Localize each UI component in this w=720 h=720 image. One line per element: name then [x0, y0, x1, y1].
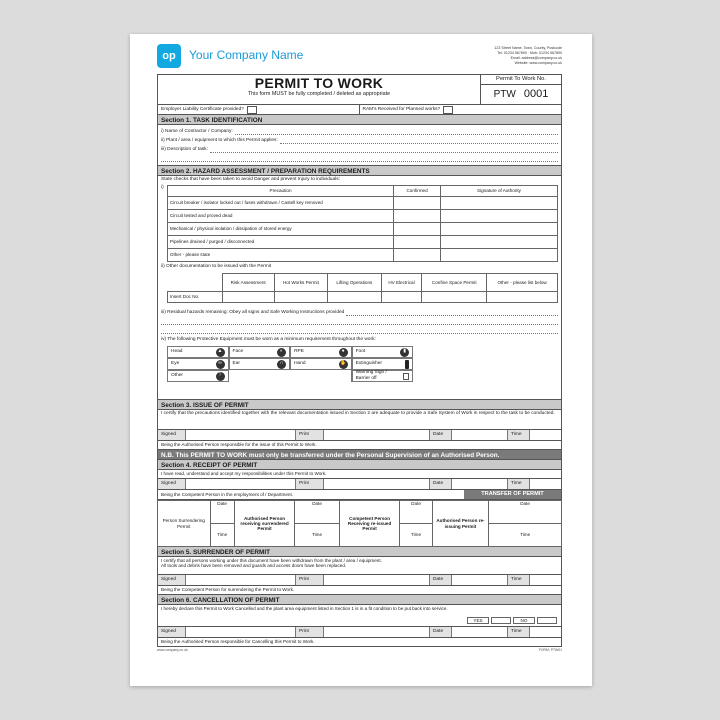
date-label: Date: [430, 627, 452, 637]
ppe-label: Face: [232, 349, 244, 355]
ppe-label: Foot: [355, 349, 366, 355]
section-5-text: [157, 557, 562, 575]
ppe-label: Hand: [294, 361, 306, 367]
doc-row-label: Insert Doc No.: [168, 292, 223, 303]
rams-check-label: RAM's Received for Planned works?: [362, 106, 441, 112]
extinguisher-icon: [405, 360, 409, 369]
ppe-other[interactable]: [167, 370, 229, 382]
surrender-text-2: All tools and debris have been removed and guards and access doors have been replaced.: [161, 563, 347, 569]
precaution-table: [167, 185, 558, 262]
signature-cell[interactable]: [440, 249, 557, 262]
section-2-body: [157, 176, 562, 400]
section-2-head: Section 2. HAZARD ASSESSMENT / PREPARATION REQUIREMENTS: [157, 166, 562, 176]
print-label: Print: [296, 575, 324, 585]
signature-cell[interactable]: [440, 197, 557, 210]
section-5-head: Section 5. SURRENDER OF PERMIT: [157, 547, 562, 557]
transfer-role: Authorised Person receiving surrendered Permit: [234, 501, 295, 547]
ppe-face[interactable]: [229, 346, 291, 358]
print-field[interactable]: [324, 627, 430, 637]
permit-number-box: [481, 75, 561, 104]
employer-check-label: Employer Liability Certificate provided?: [161, 106, 244, 112]
ppe-grid: [167, 346, 413, 382]
permit-prefix: PTW: [493, 88, 516, 100]
page-subtitle: This form MUST be fully completed / deleted as appropriate: [247, 91, 391, 97]
print-field[interactable]: [324, 575, 430, 585]
address-line: Tel: 01234 567890 · Mob: 01234 567890: [497, 50, 562, 55]
transfer-date-label: Date: [295, 501, 339, 524]
issue-certification: I certify that the precautions identified together with the relevant documentation issued in Section 2 are adequate to provide a Safe System of Work in respect to the task to be conducted.: [161, 411, 555, 416]
pre-checks-row: [157, 104, 562, 115]
confirmed-header: Confirmed: [394, 186, 441, 197]
rams-checkbox[interactable]: [443, 106, 453, 114]
signed-field[interactable]: [186, 479, 296, 489]
ppe-rpe[interactable]: [290, 346, 352, 358]
precaution-row: Circuit tested and proved dead: [167, 210, 393, 223]
date-label: Date: [430, 479, 452, 489]
precaution-row: Circuit breaker / isolator locked out / fuses withdrawn / Castell key removed: [167, 197, 393, 210]
precaution-row: Mechanical / physical isolation / dissipation of stored energy: [167, 223, 393, 236]
ppe-label: RPE: [294, 349, 304, 355]
permit-number-value: [481, 85, 561, 104]
signed-field[interactable]: [186, 430, 296, 440]
no-box[interactable]: [537, 617, 557, 624]
description-line[interactable]: [161, 144, 558, 153]
signature-cell[interactable]: [440, 210, 557, 223]
time-field[interactable]: [530, 430, 561, 440]
date-label: Date: [430, 430, 452, 440]
doc-header: HV Electrical: [381, 274, 422, 292]
confirmed-cell[interactable]: [394, 236, 441, 249]
helmet-icon: ▲: [216, 348, 225, 357]
time-field[interactable]: [530, 479, 561, 489]
boot-icon: ▮: [400, 348, 409, 357]
doc-number-cell[interactable]: [487, 292, 558, 303]
transfer-of-permit-head: TRANSFER OF PERMIT: [464, 490, 561, 499]
form-footer: [157, 649, 562, 653]
ppe-eye[interactable]: [167, 358, 229, 370]
no-label: NO: [513, 617, 535, 624]
confirmed-cell[interactable]: [394, 223, 441, 236]
ppe-hand[interactable]: [290, 358, 352, 370]
section-3-head: Section 3. ISSUE OF PERMIT: [157, 400, 562, 410]
transfer-role: Person Surrendering Permit: [158, 501, 211, 547]
section-4-head: Section 4. RECEIPT OF PERMIT: [157, 460, 562, 470]
description-label: iii) Description of task:: [161, 147, 208, 153]
address-line: 123 Street Name, Town, County, Postcode: [494, 46, 562, 50]
signed-label: Signed: [158, 479, 186, 489]
page-title: PERMIT TO WORK: [254, 75, 384, 91]
footer-website: www.company.co.uk: [157, 648, 188, 652]
residual-line-2[interactable]: [161, 316, 558, 325]
doc-header: Risk Assessment: [222, 274, 274, 292]
ppe-warning[interactable]: [352, 370, 414, 382]
time-label: Time: [508, 430, 530, 440]
section-1-body: [157, 125, 562, 166]
confirmed-cell[interactable]: [394, 197, 441, 210]
print-label: Print: [296, 627, 324, 637]
signature-header: Signature of Authority: [440, 186, 557, 197]
residual-label: iii) Residual hazards remaining: Obey all signs and Safe Working Instructions provided: [161, 310, 345, 316]
warning-checkbox[interactable]: [403, 373, 409, 380]
plant-label: ii) Plant / area / equipment to which this Permit applies:: [161, 138, 278, 144]
ppe-foot[interactable]: [352, 346, 414, 358]
ppe-label: Head: [171, 349, 183, 355]
precaution-row: Pipelines drained / purged / disconnected: [167, 236, 393, 249]
permit-form-page: [130, 34, 592, 686]
transfer-date-label: Date: [210, 501, 234, 524]
ppe-label: Eye: [171, 361, 180, 367]
ppe-ear[interactable]: [229, 358, 291, 370]
residual-line-3[interactable]: [161, 325, 558, 334]
ppe-label: Ear: [232, 361, 240, 367]
company-address: [494, 44, 562, 65]
precaution-row: Other - please state: [167, 249, 393, 262]
ppe-label: Extinguisher: [355, 361, 382, 367]
ppe-head[interactable]: [167, 346, 229, 358]
doc-header: Lifting Operations: [328, 274, 381, 292]
employer-checkbox[interactable]: [247, 106, 257, 114]
doc-number-cell[interactable]: [274, 292, 327, 303]
signature-cell[interactable]: [440, 223, 557, 236]
receipt-note: Being the Competent Person in the employment of / Department.: [161, 491, 294, 497]
title-block: [157, 74, 562, 104]
transfer-table: [157, 500, 562, 547]
doc-number-cell[interactable]: [222, 292, 274, 303]
respirator-icon: ●: [339, 348, 348, 357]
brand: [157, 44, 303, 68]
time-label: Time: [508, 575, 530, 585]
surrender-note: Being the Competent Person for surrendering the Permit to Work.: [157, 586, 562, 595]
plant-line[interactable]: [161, 135, 558, 144]
time-label: Time: [508, 479, 530, 489]
date-field[interactable]: [452, 575, 508, 585]
signed-field[interactable]: [186, 627, 296, 637]
company-name: Your Company Name: [189, 48, 304, 63]
contractor-line[interactable]: [161, 126, 558, 135]
title-main: [158, 75, 481, 104]
doc-header: Other - please list below: [487, 274, 558, 292]
doc-number-cell[interactable]: [328, 292, 381, 303]
surrender-sign-row: [157, 575, 562, 586]
confirmed-cell[interactable]: [394, 210, 441, 223]
section-6-text: [157, 605, 562, 627]
roman-i: i): [161, 185, 164, 190]
yes-box[interactable]: [491, 617, 511, 624]
rams-check: [360, 105, 562, 114]
date-field[interactable]: [452, 430, 508, 440]
doc-number-cell[interactable]: [381, 292, 422, 303]
address-line: Website: www.company.co.uk: [514, 60, 562, 65]
section-3-text: [157, 410, 562, 430]
surrender-text-1: I certify that all persons working under this document have been withdrawn from the plant / area / equipment.: [161, 558, 382, 563]
issue-sign-row: [157, 430, 562, 441]
signed-label: Signed: [158, 430, 186, 440]
ppe-label: Warning Sign / Barrier off: [355, 370, 387, 381]
cancel-note: Being the Authorised Person responsible for Cancelling this Permit to Work.: [157, 638, 562, 647]
print-label: Print: [296, 430, 324, 440]
form-header: [157, 44, 562, 74]
contractor-label: i) Name of Contractor / Company:: [161, 129, 233, 135]
issue-note: Being the Authorised Person responsible for the issue of this Permit to Work.: [157, 441, 562, 450]
ear-defender-icon: ∩: [277, 360, 286, 369]
transfer-nb-banner: N.B. This PERMIT TO WORK must only be transferred under the Personal Supervision of an Authorised Person.: [157, 450, 562, 460]
signed-label: Signed: [158, 627, 186, 637]
ppe-intro: iv) The following Protective Equipment must be worn as a minimum requirement throughout the work:: [161, 337, 376, 342]
permit-number-label: Permit To Work No.: [481, 75, 561, 85]
transfer-time-label: Time: [489, 524, 562, 547]
ppe-extinguisher[interactable]: [352, 358, 414, 370]
time-field[interactable]: [530, 575, 561, 585]
doc-intro: ii) Other documentation to be issued with the Permit: [161, 264, 272, 269]
transfer-time-label: Time: [400, 524, 432, 547]
company-logo: op: [157, 44, 181, 68]
print-field[interactable]: [324, 430, 430, 440]
ppe-label: Other: [171, 373, 183, 379]
employer-check: [158, 105, 360, 114]
date-field[interactable]: [452, 627, 508, 637]
residual-line[interactable]: [161, 307, 558, 316]
receipt-sign-row: [157, 479, 562, 490]
doc-header: Hot Works Permit: [274, 274, 327, 292]
signature-cell[interactable]: [440, 236, 557, 249]
signed-label: Signed: [158, 575, 186, 585]
date-label: Date: [430, 575, 452, 585]
other-ppe-icon: !: [216, 372, 225, 381]
section-1-head: Section 1. TASK IDENTIFICATION: [157, 115, 562, 125]
receipt-text: I have read, understand and accept my responsibilities under this Permit to Work.: [157, 470, 562, 479]
description-line-2[interactable]: [161, 153, 558, 162]
signed-field[interactable]: [186, 575, 296, 585]
permit-number: 0001: [523, 88, 549, 100]
cancel-sign-row: [157, 627, 562, 638]
print-label: Print: [296, 479, 324, 489]
transfer-role: Authorised Person re-issuing Permit: [432, 501, 489, 547]
precaution-header: Precaution: [167, 186, 393, 197]
section-6-head: Section 6. CANCELLATION OF PERMIT: [157, 595, 562, 605]
transfer-date-label: Date: [489, 501, 562, 524]
goggles-icon: ∞: [216, 360, 225, 369]
doc-header: Confine Space Permit: [422, 274, 487, 292]
doc-number-cell[interactable]: [422, 292, 487, 303]
hazard-intro: State checks that have been taken to avoid Danger and prevent Injury to individuals:: [161, 177, 340, 182]
documentation-table: [167, 273, 558, 303]
yes-label: YES: [467, 617, 489, 624]
footer-form-code: FORM: PTW01: [538, 648, 562, 652]
glove-icon: ✋: [339, 360, 348, 369]
face-shield-icon: ◐: [277, 348, 286, 357]
time-field[interactable]: [530, 627, 561, 637]
address-line: Email: address@company.co.uk: [510, 55, 562, 60]
cancellation-text: I hereby declare this Permit to Work Cancelled and the plant area equipment listed in Section 1 is in a fit condition to be put back into service.: [161, 606, 448, 611]
transfer-time-label: Time: [210, 524, 234, 547]
time-label: Time: [508, 627, 530, 637]
transfer-role: Competent Person Receiving re-issued Permit: [339, 501, 400, 547]
transfer-time-label: Time: [295, 524, 339, 547]
confirmed-cell[interactable]: [394, 249, 441, 262]
date-field[interactable]: [452, 479, 508, 489]
transfer-date-label: Date: [400, 501, 432, 524]
print-field[interactable]: [324, 479, 430, 489]
